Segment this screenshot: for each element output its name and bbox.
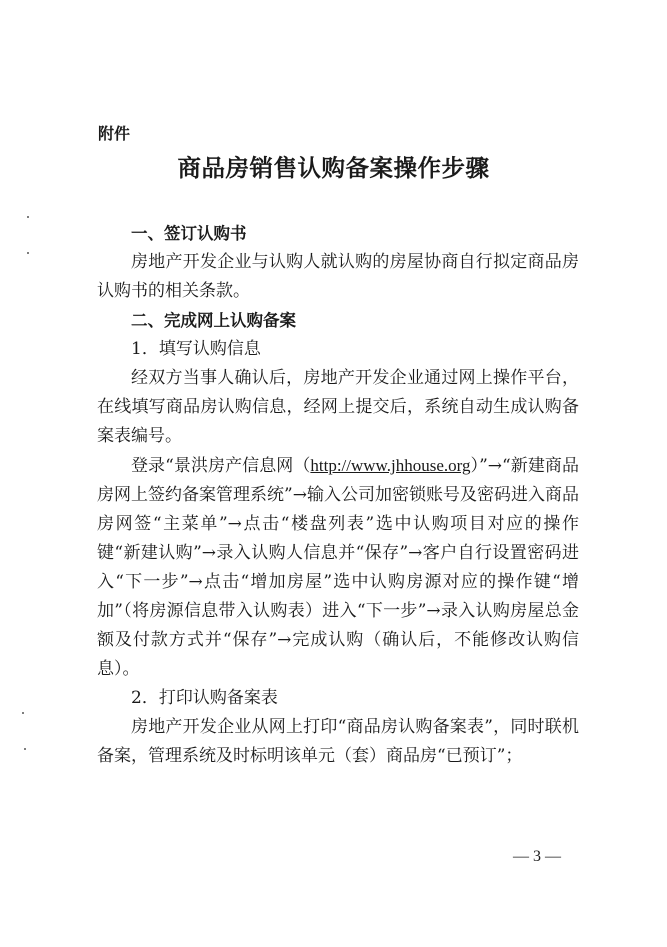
- step-1-instructions: [97, 451, 579, 684]
- section-heading-2: 二、完成网上认购备案: [131, 311, 296, 330]
- attachment-label: 附件: [98, 124, 131, 143]
- section-1-paragraph: 房地产开发企业与认购人就认购的房屋协商自行拟定商品房认购书的相关条款。: [97, 252, 579, 301]
- scan-speck: [27, 216, 29, 218]
- scan-speck: [22, 712, 24, 714]
- step-1-heading: 1．填写认购信息: [131, 339, 261, 359]
- instructions-rest: ）”→“新建商品房网上签约备案管理系统”→输入公司加密锁账号及密码进入商品房网签“主菜单”→点击“楼盘列表”选中认购项目对应的操作键“新建认购”→录入认购人信息并“保存”→客户自行设置密码进入“下一步”→点击“增加房屋”选中认购房源对应的操作键“增加”（将房源信息带入认购表）进入“下一步”→录入认购房屋总金额及付款方式并“保存”→完成认购（确认后，不能修改认购信息）。: [97, 456, 579, 679]
- website-link[interactable]: http://www.jhhouse.org: [310, 456, 471, 475]
- instructions-lead: 登录“景洪房产信息网（: [131, 456, 311, 476]
- document-body: [97, 219, 579, 771]
- document-title: 商品房销售认购备案操作步骤: [177, 154, 490, 182]
- scan-speck: [24, 748, 26, 750]
- scan-speck: [27, 252, 29, 254]
- step-2-heading: 2．打印认购备案表: [131, 688, 278, 708]
- step-2-paragraph: 房地产开发企业从网上打印“商品房认购备案表”，同时联机备案，管理系统及时标明该单元（套）商品房“已预订”；: [97, 717, 579, 766]
- section-heading-1: 一、签订认购书: [131, 224, 247, 243]
- page-number: — 3 —: [513, 848, 561, 865]
- step-1-paragraph: 经双方当事人确认后，房地产开发企业通过网上操作平台，在线填写商品房认购信息，经网上提交后，系统自动生成认购备案表编号。: [97, 368, 579, 446]
